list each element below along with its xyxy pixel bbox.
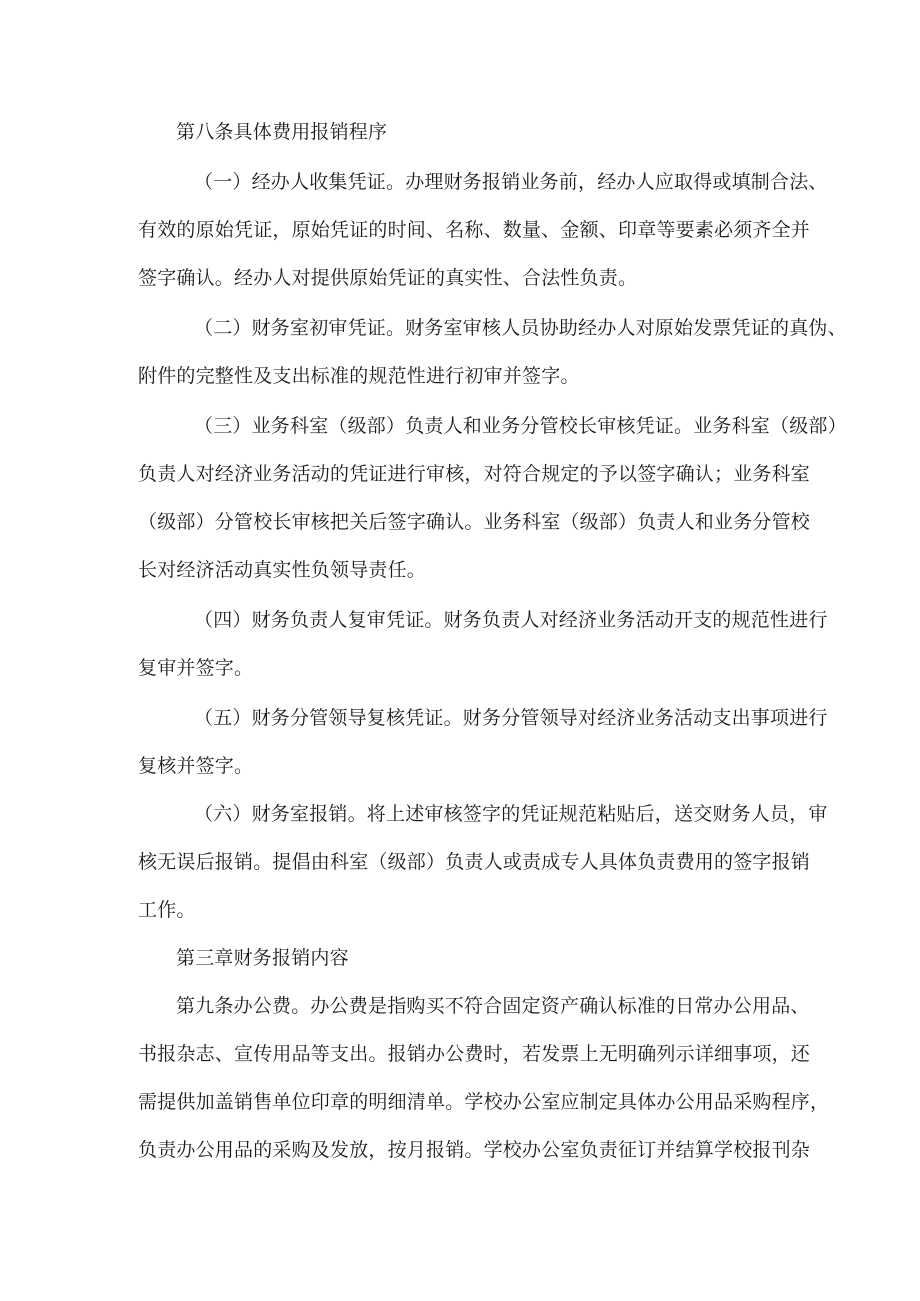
paragraph-line: （六）财务室报销。将上述审核签字的凭证规范粘贴后，送交财务人员，审 — [194, 803, 828, 825]
paragraph-line: 负责办公用品的采购及发放，按月报销。学校办公室负责征订并结算学校报刊杂 — [138, 1139, 811, 1161]
paragraph-line: （级部）分管校长审核把关后签字确认。业务科室（级部）负责人和业务分管校 — [138, 511, 811, 533]
paragraph-line: 需提供加盖销售单位印章的明细清单。学校办公室应制定具体办公用品采购程序， — [138, 1091, 830, 1113]
article-8-heading: 第八条具体费用报销程序 — [176, 121, 388, 143]
paragraph-line: （五）财务分管领导复核凭证。财务分管领导对经济业务活动支出事项进行 — [194, 707, 828, 729]
paragraph-line: （四）财务负责人复审凭证。财务负责人对经济业务活动开支的规范性进行 — [194, 609, 828, 631]
paragraph-line: 第九条办公费。办公费是指购买不符合固定资产确认标准的日常办公用品、 — [176, 995, 810, 1017]
paragraph-line: 工作。 — [138, 899, 196, 921]
paragraph-line: 有效的原始凭证，原始凭证的时间、名称、数量、金额、印章等要素必须齐全并 — [138, 219, 811, 241]
paragraph-line: 长对经济活动真实性负领导责任。 — [138, 559, 427, 581]
paragraph-line: （二）财务室初审凭证。财务室审核人员协助经办人对原始发票凭证的真伪、 — [194, 317, 847, 339]
paragraph-line: 复审并签字。 — [138, 657, 254, 679]
paragraph-line: 负责人对经济业务活动的凭证进行审核，对符合规定的予以签字确认；业务科室 — [138, 463, 811, 485]
paragraph-line: 书报杂志、宣传用品等支出。报销办公费时，若发票上无明确列示详细事项，还 — [138, 1043, 811, 1065]
paragraph-line: （一）经办人收集凭证。办理财务报销业务前，经办人应取得或填制合法、 — [194, 171, 828, 193]
paragraph-line: （三）业务科室（级部）负责人和业务分管校长审核凭证。业务科室（级部） — [194, 415, 847, 437]
paragraph-line: 签字确认。经办人对提供原始凭证的真实性、合法性负责。 — [138, 267, 638, 289]
paragraph-line: 核无误后报销。提倡由科室（级部）负责人或责成专人具体负责费用的签字报销 — [138, 851, 811, 873]
paragraph-line: 附件的完整性及支出标准的规范性进行初审并签字。 — [138, 365, 580, 387]
chapter-3-heading: 第三章财务报销内容 — [176, 947, 349, 969]
paragraph-line: 复核并签字。 — [138, 755, 254, 777]
